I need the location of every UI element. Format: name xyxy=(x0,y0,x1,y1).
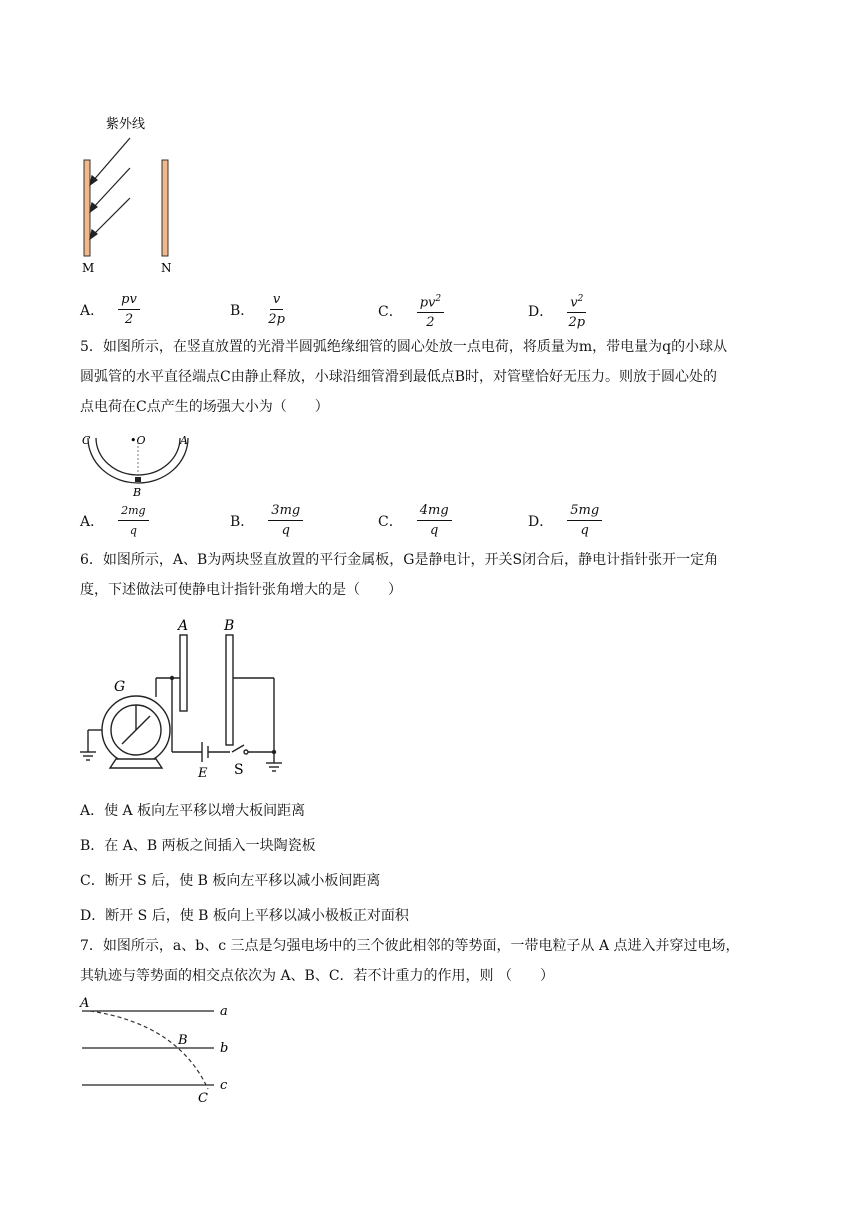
surface-a-label: a xyxy=(220,1004,228,1019)
trajectory xyxy=(90,1011,208,1089)
plate-m xyxy=(84,160,90,256)
fraction: $\frac{v}{2p}$ xyxy=(268,292,285,327)
fraction: $\frac{pv^2}{2}$ xyxy=(417,292,444,330)
point-a-label: A xyxy=(80,996,90,1011)
point-c-label: C xyxy=(198,1091,208,1106)
electrometer-label: G xyxy=(114,679,126,695)
surface-c-label: c xyxy=(220,1078,228,1093)
electrometer-circuit-figure xyxy=(78,615,298,785)
fraction: $\frac{pv}{2}$ xyxy=(118,292,140,327)
q4-option-b[interactable]: B． $\frac{v}{2p}$ xyxy=(230,292,285,327)
plate-m-label: M xyxy=(82,261,95,275)
uv-rays xyxy=(90,138,130,239)
equipotential-figure xyxy=(78,994,248,1106)
plate-b-label: B xyxy=(224,618,235,634)
point-c-label: C xyxy=(82,434,91,447)
q7-stem: 7．如图所示，a、b、c 三点是匀强电场中的三个彼此相邻的等势面，一带电粒子从 A 点进入并穿过电场， 其轨迹与等势面的相交点依次为 A、B、C．若不计重力的作用，则 （ ） xyxy=(80,938,740,984)
ball xyxy=(135,477,141,482)
plate-a xyxy=(180,635,187,711)
center-o-label: •O xyxy=(130,434,146,447)
surface-b-label: b xyxy=(220,1041,229,1056)
point-b-label: B xyxy=(178,1033,188,1048)
q5-option-c[interactable]: C． $\frac{4mg}{q}$ xyxy=(378,503,452,538)
q5-option-a[interactable]: A． $\frac{2mg}{q}$ xyxy=(80,503,149,538)
q6-stem: 6．如图所示，A、B为两块竖直放置的平行金属板，G是静电计，开关S闭合后，静电计指针张开一定角 度，下述做法可使静电计指针张角增大的是（ ） xyxy=(80,552,719,598)
q4-option-a[interactable]: A． $\frac{pv}{2}$ xyxy=(80,292,140,327)
uv-label: 紫外线 xyxy=(106,117,146,132)
battery-label: E xyxy=(198,766,208,781)
q6-option-a[interactable]: A．使 A 板向左平移以增大板间距离 xyxy=(80,803,306,819)
q6-option-b[interactable]: B．在 A、B 两板之间插入一块陶瓷板 xyxy=(80,838,316,854)
switch-label: S xyxy=(234,762,244,778)
point-a-label: A xyxy=(180,434,188,447)
semicircle-tube-figure xyxy=(80,432,200,502)
point-b-label: B xyxy=(133,486,142,499)
q5-stem: 5．如图所示，在竖直放置的光滑半圆弧绝缘细管的圆心处放一点电荷，将质量为m，带电量为q的小球从 圆弧管的水平直径端点C由静止释放，小球沿细管滑到最低点B时，对管壁恰好无压力。则放于圆心处的 点电荷在C点产生的场强大小为（ ） xyxy=(80,339,728,415)
q6-option-c[interactable]: C．断开 S 后，使 B 板向左平移以减小板间距离 xyxy=(80,873,381,889)
fraction: $\frac{v^2}{2p}$ xyxy=(568,294,586,331)
q5-option-b[interactable]: B． $\frac{3mg}{q}$ xyxy=(230,503,303,538)
q4-option-d[interactable]: D． $\frac{v^2}{2p}$ xyxy=(528,294,586,331)
fraction: $\frac{4mg}{q}$ xyxy=(417,503,452,538)
plate-n-label: N xyxy=(161,261,172,275)
q5-option-d[interactable]: D． $\frac{5mg}{q}$ xyxy=(528,503,602,538)
uv-plates-figure xyxy=(70,110,210,280)
plate-b xyxy=(226,635,233,745)
fraction: $\frac{5mg}{q}$ xyxy=(567,503,602,538)
q6-option-d[interactable]: D．断开 S 后，使 B 板向上平移以减小极板正对面积 xyxy=(80,908,409,924)
plate-a-label: A xyxy=(178,618,189,634)
fraction: $\frac{3mg}{q}$ xyxy=(268,503,303,538)
fraction: $\frac{2mg}{q}$ xyxy=(118,503,148,538)
plate-n xyxy=(162,160,168,256)
q6-options xyxy=(80,794,409,934)
q4-option-c[interactable]: C． $\frac{pv^2}{2}$ xyxy=(378,292,444,330)
